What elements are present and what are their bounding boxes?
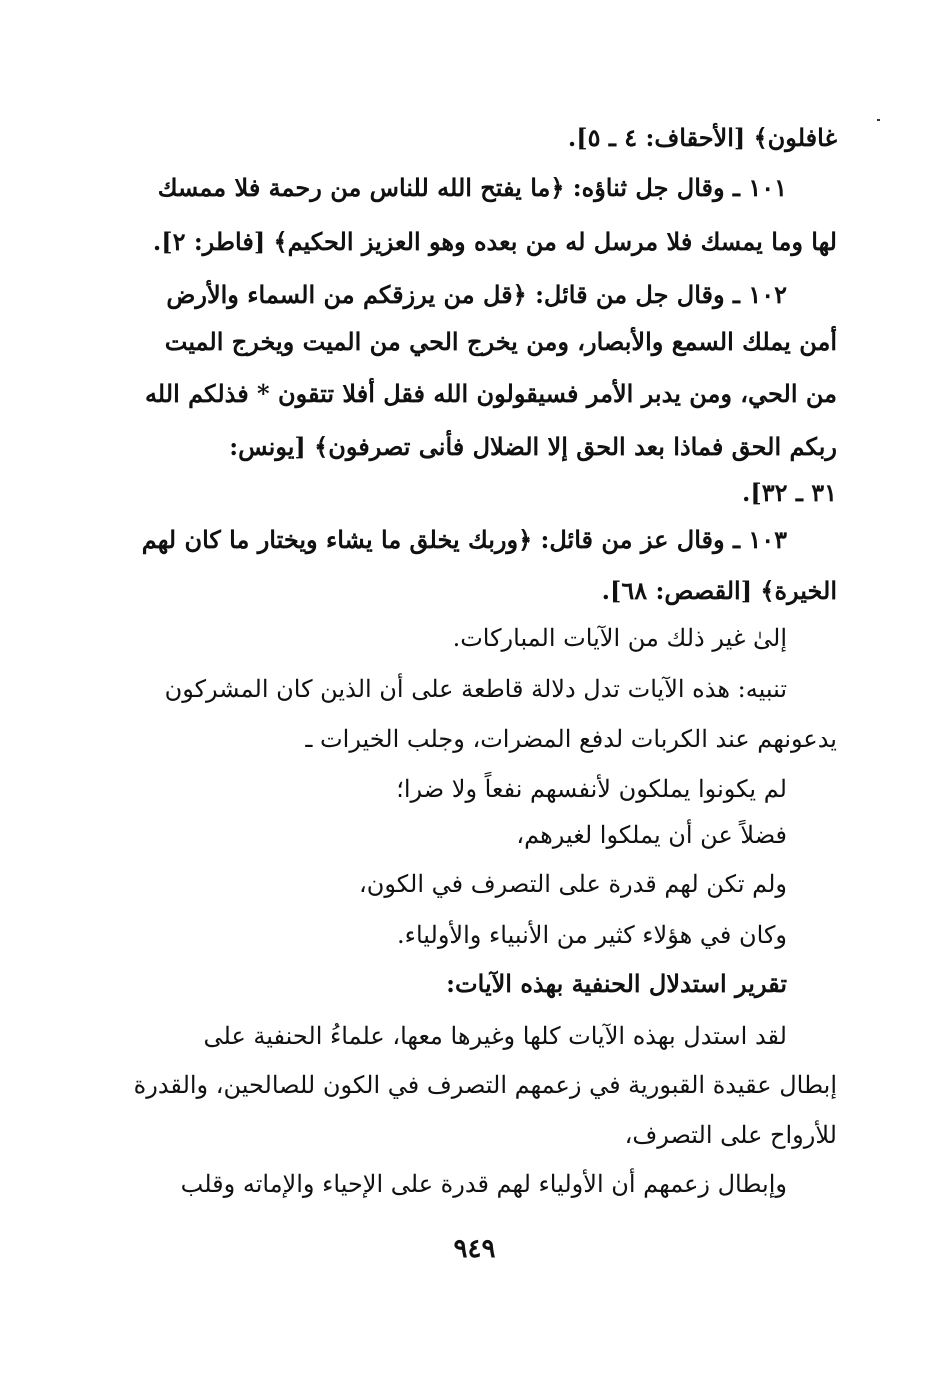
text-line-19: لقد استدل بهذه الآيات كلها وغيرها معها، علماءُ الحنفية على: [203, 1022, 787, 1050]
text-line-10: الخيرة﴾ [القصص: ٦٨].: [601, 576, 837, 605]
text-line-4: ١٠٢ ـ وقال جل من قائل: ﴿قل من يرزقكم من السماء والأرض: [166, 280, 787, 309]
text-line-15: فضلاً عن أن يملكوا لغيرهم،: [516, 821, 787, 849]
text-line-8: ٣١ ـ ٣٢].: [741, 478, 837, 507]
text-line-11: إلىٰ غير ذلك من الآيات المباركات.: [452, 624, 787, 652]
text-line-22: وإبطال زعمهم أن الأولياء لهم قدرة على الإحياء والإماته وقلب: [180, 1170, 787, 1198]
text-line-12: تنبيه: هذه الآيات تدل دلالة قاطعة على أن الذين كان المشركون: [164, 675, 787, 703]
text-line-5: أمن يملك السمع والأبصار، ومن يخرج الحي من الميت ويخرج الميت: [164, 327, 837, 356]
text-line-16: ولم تكن لهم قدرة على التصرف في الكون،: [359, 870, 787, 898]
text-line-21: للأرواح على التصرف،: [624, 1121, 837, 1149]
text-line-20: إبطال عقيدة القبورية في زعمهم التصرف في الكون للصالحين، والقدرة: [133, 1071, 837, 1099]
text-line-1: غافلون﴾ [الأحقاف: ٤ ـ ٥].: [567, 123, 837, 152]
text-line-14: لم يكونوا يملكون لأنفسهم نفعاً ولا ضرا؛: [396, 775, 787, 803]
text-line-13: يدعونهم عند الكربات لدفع المضرات، وجلب الخيرات ـ: [305, 725, 837, 753]
text-line-9: ١٠٣ ـ وقال عز من قائل: ﴿وربك يخلق ما يشاء ويختار ما كان لهم: [141, 525, 787, 554]
text-line-3: لها وما يمسك فلا مرسل له من بعده وهو العزيز الحكيم﴾ [فاطر: ٢].: [152, 227, 837, 256]
section-heading: تقرير استدلال الحنفية بهذه الآيات:: [446, 969, 787, 998]
text-line-2: ١٠١ ـ وقال جل ثناؤه: ﴿ما يفتح الله للناس من رحمة فلا ممسك: [157, 173, 787, 202]
page-number: ٩٤٩: [453, 1234, 496, 1264]
text-line-6: من الحي، ومن يدبر الأمر فسيقولون الله فقل أفلا تتقون * فذلكم الله: [144, 379, 837, 408]
text-line-17: وكان في هؤلاء كثير من الأنبياء والأولياء.: [397, 921, 787, 949]
text-line-7: ربكم الحق فماذا بعد الحق إلا الضلال فأنى تصرفون﴾ [يونس:: [229, 432, 837, 461]
stray-mark: [877, 119, 880, 121]
